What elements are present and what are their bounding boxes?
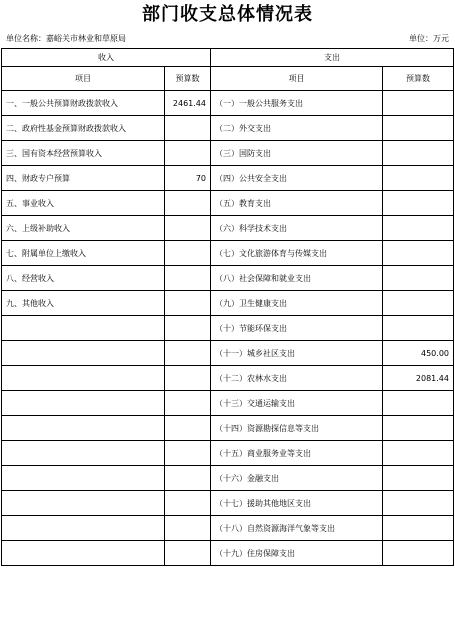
expense-item-cell: （十一）城乡社区支出 bbox=[211, 341, 383, 366]
income-item-cell: 五、事业收入 bbox=[2, 191, 165, 216]
table-row bbox=[2, 191, 454, 216]
expense-item-header: 项目 bbox=[211, 67, 383, 91]
income-item-cell bbox=[2, 391, 165, 416]
income-item-cell: 六、上级补助收入 bbox=[2, 216, 165, 241]
income-item-cell bbox=[2, 541, 165, 566]
expense-item-cell: （二）外交支出 bbox=[211, 116, 383, 141]
table-row bbox=[2, 516, 454, 541]
income-header: 收入 bbox=[2, 49, 211, 67]
expense-item-cell: （十六）金融支出 bbox=[211, 466, 383, 491]
expense-amount-cell bbox=[383, 116, 454, 141]
income-amount-cell bbox=[165, 316, 211, 341]
income-amount-cell bbox=[165, 116, 211, 141]
income-item-cell bbox=[2, 341, 165, 366]
income-item-cell: 七、附属单位上缴收入 bbox=[2, 241, 165, 266]
income-amount-cell bbox=[165, 441, 211, 466]
expense-item-cell: （十九）住房保障支出 bbox=[211, 541, 383, 566]
expense-amount-cell bbox=[383, 91, 454, 116]
income-item-cell: 九、其他收入 bbox=[2, 291, 165, 316]
table-row bbox=[2, 416, 454, 441]
income-item-cell: 四、财政专户预算 bbox=[2, 166, 165, 191]
income-item-cell bbox=[2, 491, 165, 516]
expense-amount-cell bbox=[383, 141, 454, 166]
table-body bbox=[2, 49, 454, 566]
income-amount-cell bbox=[165, 541, 211, 566]
expense-item-cell: （十八）自然资源海洋气象等支出 bbox=[211, 516, 383, 541]
table-row bbox=[2, 341, 454, 366]
table-row bbox=[2, 441, 454, 466]
section-header-row bbox=[2, 49, 454, 67]
expense-amount-cell bbox=[383, 266, 454, 291]
income-item-cell bbox=[2, 441, 165, 466]
income-amount-cell bbox=[165, 266, 211, 291]
expense-amount-cell bbox=[383, 166, 454, 191]
income-budget-header: 预算数 bbox=[165, 67, 211, 91]
table-row bbox=[2, 91, 454, 116]
income-amount-cell: 70 bbox=[165, 166, 211, 191]
income-amount-cell bbox=[165, 491, 211, 516]
table-row bbox=[2, 391, 454, 416]
expense-item-cell: （五）教育支出 bbox=[211, 191, 383, 216]
income-item-cell bbox=[2, 516, 165, 541]
income-amount-cell bbox=[165, 366, 211, 391]
expense-amount-cell bbox=[383, 516, 454, 541]
income-item-cell bbox=[2, 366, 165, 391]
income-amount-cell bbox=[165, 141, 211, 166]
table-row bbox=[2, 316, 454, 341]
expense-amount-cell bbox=[383, 191, 454, 216]
expense-amount-cell bbox=[383, 541, 454, 566]
expense-item-cell: （六）科学技术支出 bbox=[211, 216, 383, 241]
table-row bbox=[2, 466, 454, 491]
unit-label: 单位：万元 bbox=[409, 34, 449, 43]
expense-item-cell: （九）卫生健康支出 bbox=[211, 291, 383, 316]
table-row bbox=[2, 166, 454, 191]
income-item-cell: 二、政府性基金预算财政拨款收入 bbox=[2, 116, 165, 141]
expense-budget-header: 预算数 bbox=[383, 67, 454, 91]
income-item-cell: 三、国有资本经营预算收入 bbox=[2, 141, 165, 166]
table-row bbox=[2, 241, 454, 266]
income-item-cell bbox=[2, 416, 165, 441]
income-amount-cell bbox=[165, 516, 211, 541]
expense-amount-cell bbox=[383, 491, 454, 516]
income-item-cell: 八、经营收入 bbox=[2, 266, 165, 291]
expense-item-cell: （十四）资源勘探信息等支出 bbox=[211, 416, 383, 441]
unit-name: 单位名称：嘉峪关市林业和草原局 bbox=[6, 34, 126, 43]
table-row bbox=[2, 141, 454, 166]
expense-amount-cell bbox=[383, 416, 454, 441]
table-row bbox=[2, 366, 454, 391]
table-row bbox=[2, 491, 454, 516]
income-amount-cell bbox=[165, 191, 211, 216]
expense-item-cell: （十三）交通运输支出 bbox=[211, 391, 383, 416]
expense-item-cell: （四）公共安全支出 bbox=[211, 166, 383, 191]
budget-table bbox=[1, 48, 454, 566]
expense-item-cell: （七）文化旅游体育与传媒支出 bbox=[211, 241, 383, 266]
expense-amount-cell bbox=[383, 216, 454, 241]
table-row bbox=[2, 216, 454, 241]
table-row bbox=[2, 291, 454, 316]
expense-amount-cell: 450.00 bbox=[383, 341, 454, 366]
expense-item-cell: （十五）商业服务业等支出 bbox=[211, 441, 383, 466]
table-row bbox=[2, 266, 454, 291]
expense-item-cell: （一）一般公共服务支出 bbox=[211, 91, 383, 116]
expense-amount-cell bbox=[383, 241, 454, 266]
income-amount-cell bbox=[165, 391, 211, 416]
income-amount-cell bbox=[165, 466, 211, 491]
income-amount-cell bbox=[165, 291, 211, 316]
expense-amount-cell bbox=[383, 466, 454, 491]
income-amount-cell bbox=[165, 416, 211, 441]
expense-amount-cell bbox=[383, 391, 454, 416]
income-item-cell bbox=[2, 466, 165, 491]
income-amount-cell bbox=[165, 216, 211, 241]
income-amount-cell bbox=[165, 241, 211, 266]
expense-item-cell: （十）节能环保支出 bbox=[211, 316, 383, 341]
expense-amount-cell bbox=[383, 441, 454, 466]
income-item-cell bbox=[2, 316, 165, 341]
table-row bbox=[2, 116, 454, 141]
table-row bbox=[2, 541, 454, 566]
expense-amount-cell bbox=[383, 316, 454, 341]
expense-item-cell: （十二）农林水支出 bbox=[211, 366, 383, 391]
expense-item-cell: （八）社会保障和就业支出 bbox=[211, 266, 383, 291]
column-header-row bbox=[2, 67, 454, 91]
expense-amount-cell bbox=[383, 291, 454, 316]
income-amount-cell: 2461.44 bbox=[165, 91, 211, 116]
income-item-header: 项目 bbox=[2, 67, 165, 91]
income-amount-cell bbox=[165, 341, 211, 366]
income-item-cell: 一、一般公共预算财政拨款收入 bbox=[2, 91, 165, 116]
page-title: 部门收支总体情况表 bbox=[142, 4, 313, 25]
expense-item-cell: （十七）援助其他地区支出 bbox=[211, 491, 383, 516]
expense-amount-cell: 2081.44 bbox=[383, 366, 454, 391]
expense-item-cell: （三）国防支出 bbox=[211, 141, 383, 166]
expense-header: 支出 bbox=[211, 49, 454, 67]
